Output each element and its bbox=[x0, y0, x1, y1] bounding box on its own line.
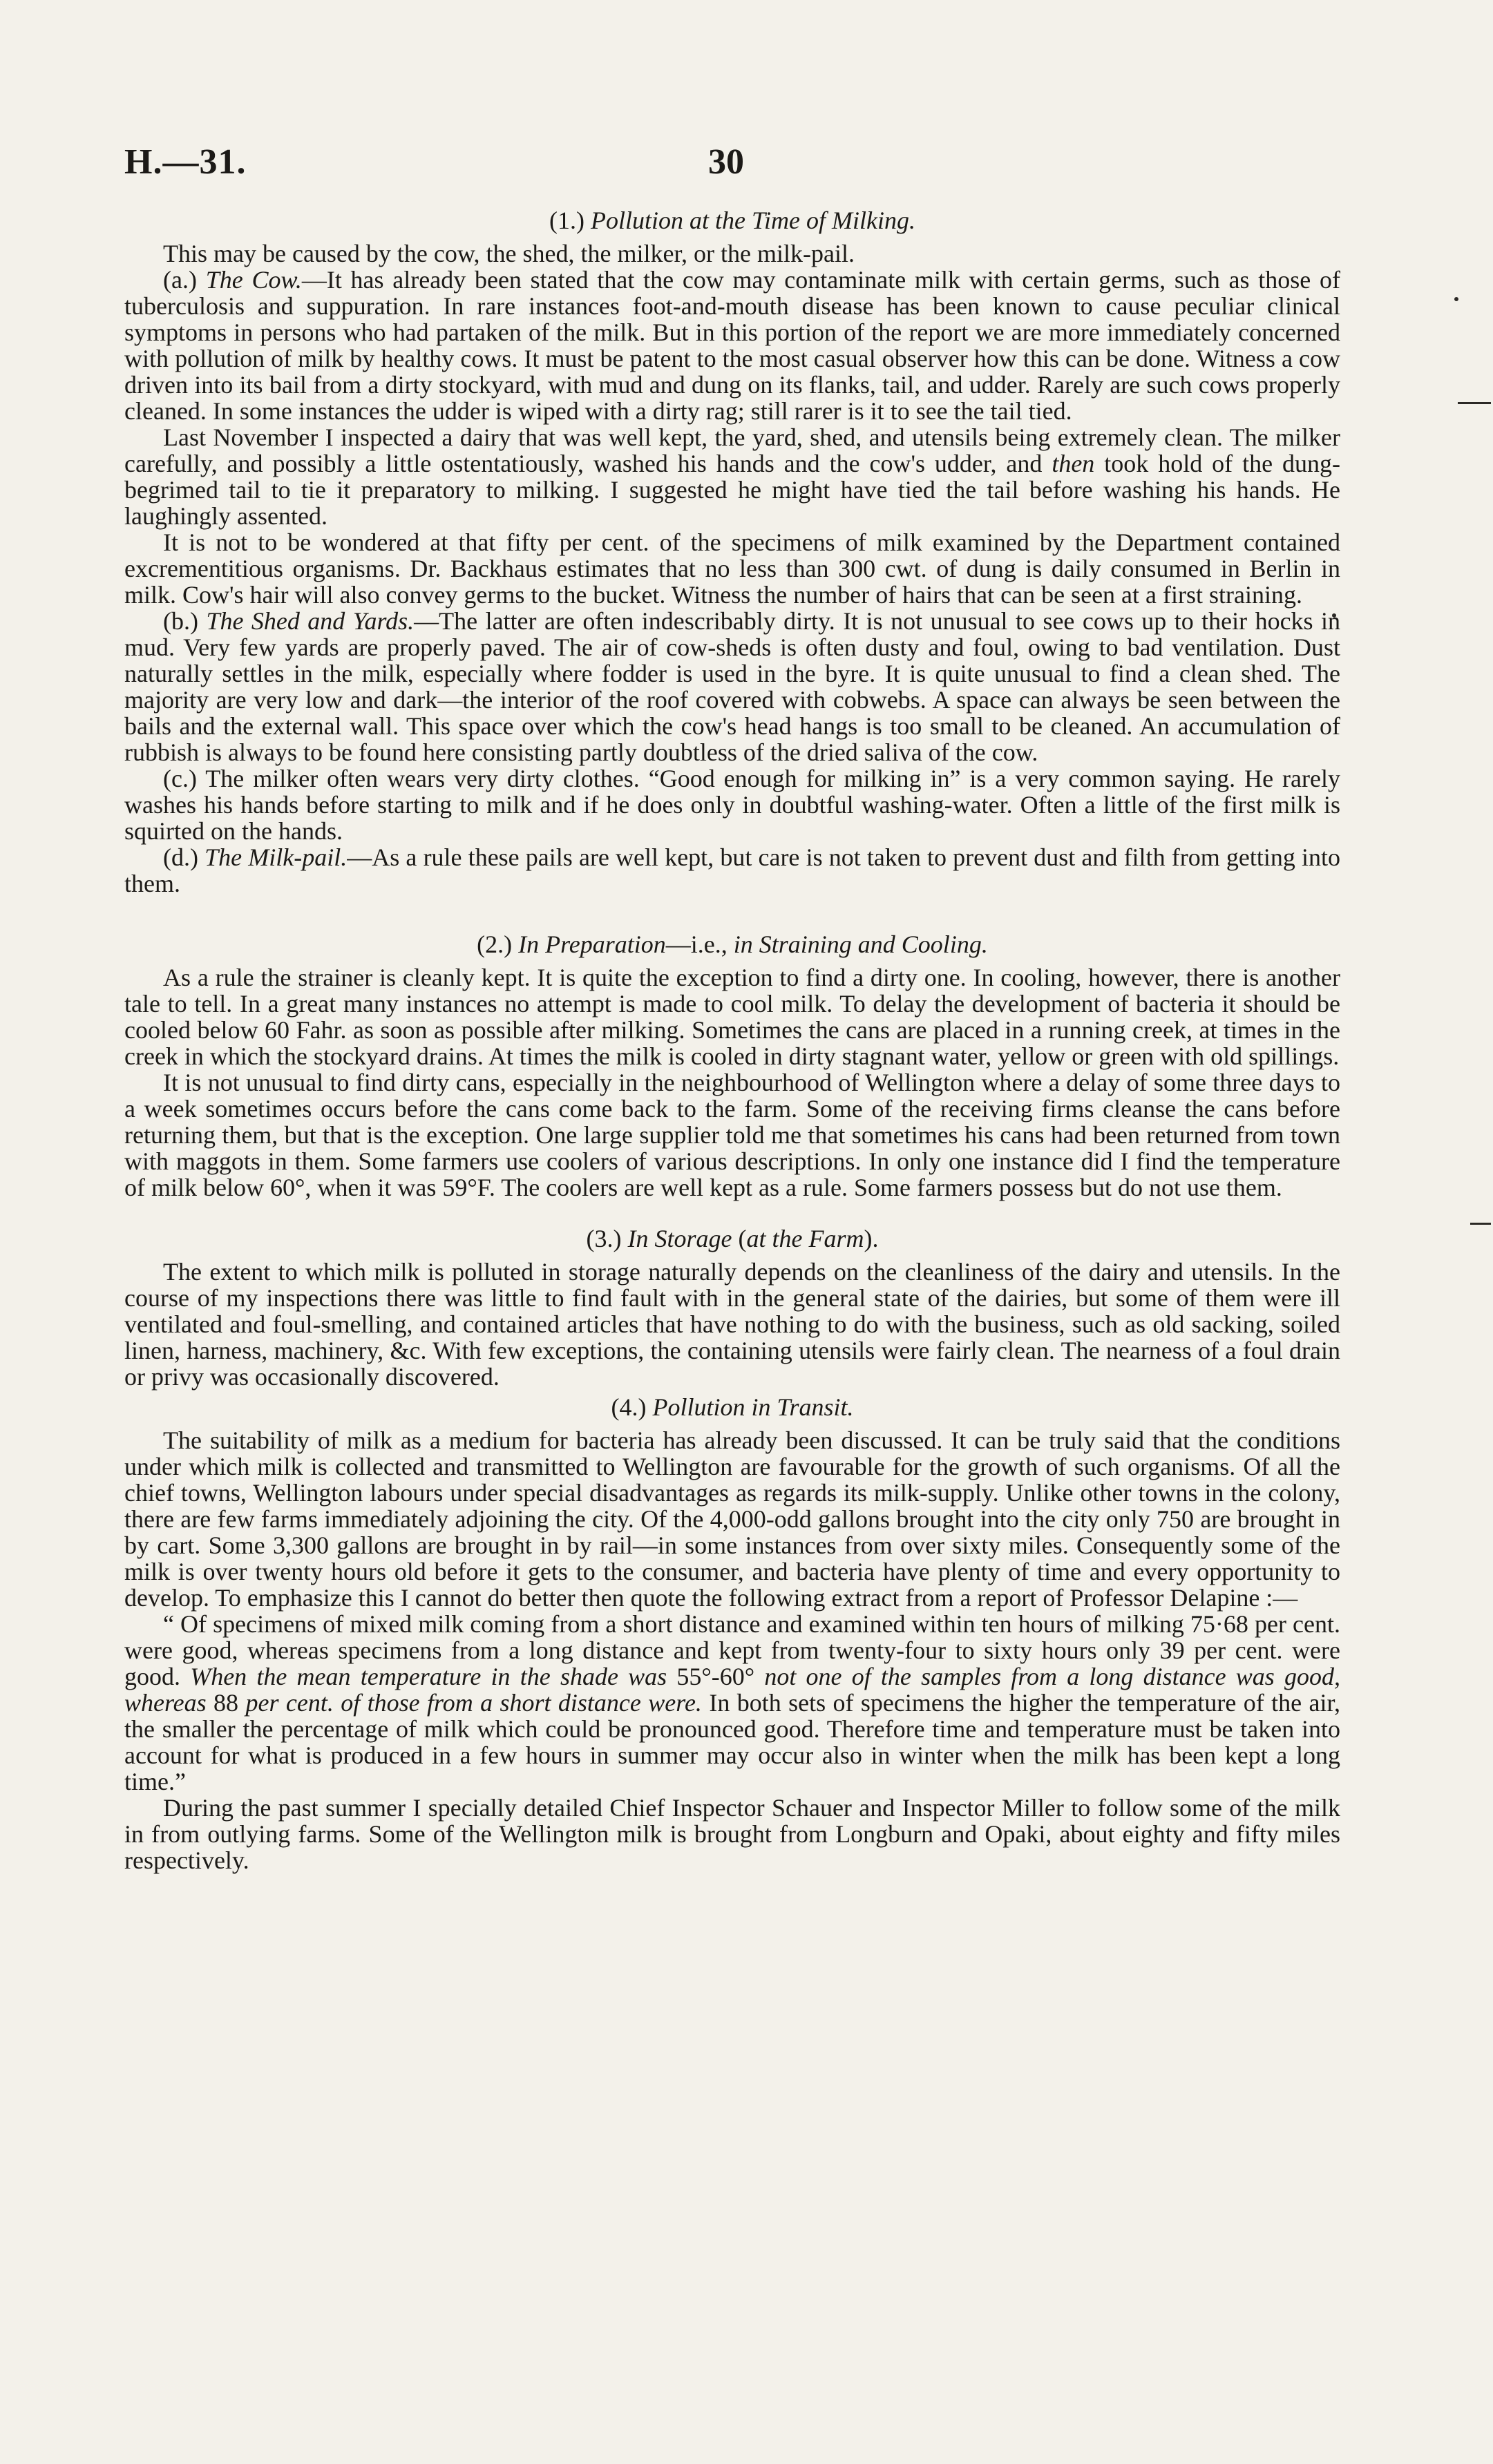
margin-mark bbox=[1458, 402, 1491, 404]
page-number: 30 bbox=[708, 142, 744, 182]
document-body bbox=[124, 207, 1340, 1873]
paragraph: It is not unusual to find dirty cans, especially in the neighbourhood of Wellington where a delay of some three days to a week sometimes occurs before the cans come back to the farm. Some of the receiving firms cleanse the cans before returning them, but that is the exception. One large supplier told me that sometimes his cans had been returned from town with maggots in them. Some farmers use coolers of various descriptions. In only one instance did I find the temperature of milk below 60°, when it was 59°F. The coolers are well kept as a rule. Some farmers possess but do not use them. bbox=[124, 1069, 1340, 1201]
section-heading: (4.) Pollution in Transit. bbox=[611, 1393, 854, 1421]
paragraph: Last November I inspected a dairy that was well kept, the yard, shed, and utensils being extremely clean. The milker carefully, and possibly a little ostentatiously, washed his hands and the cow's udder, and then took hold of the dung-begrimed tail to tie it preparatory to milking. I suggested he might have tied the tail before washing his hands. He laughingly assented. bbox=[124, 423, 1340, 530]
quotation bbox=[124, 1611, 1340, 1795]
paragraph: This may be caused by the cow, the shed, the milker, or the milk-pail. bbox=[163, 240, 855, 267]
paragraph: During the past summer I specially detailed Chief Inspector Schauer and Inspector Miller to follow some of the milk in from outlying farms. Some of the Wellington milk is brought from Longburn and Opaki, about eighty and fifty miles respectively. bbox=[124, 1794, 1340, 1874]
paragraph: (b.) The Shed and Yards.—The latter are often indescribably dirty. It is not unusual to see cows up to their hocks in mud. Very few yards are properly paved. The air of cow-sheds is often dusty and foul, owing to bad ventilation. Dust naturally settles in the milk, especially where fodder is used in the byre. It is quite unusual to find a clean shed. The majority are very low and dark—the interior of the roof covered with cobwebs. A space can always be seen between the bails and the external wall. This space over which the cow's head hangs is too small to be cleaned. An accumulation of rubbish is always to be found here consisting partly doubtless of the dried saliva of the cow. bbox=[124, 607, 1341, 766]
section-heading: (1.) Pollution at the Time of Milking. bbox=[549, 207, 915, 234]
section-heading: (3.) In Storage (at the Farm). bbox=[586, 1225, 879, 1252]
quote-paragraph: “ Of specimens of mixed milk coming from a short distance and examined within ten hours of milking 75·68 per cent. were good, whereas specimens from a long distance and kept from twenty-four to sixty hours only 39 per cent. were good. When the mean temperature in the shade was 55°-60° not one of the samples from a long distance was good, whereas 88 per cent. of those from a short distance were. In both sets of specimens the higher the temperature of the air, the smaller the percentage of milk which could be pronounced good. Therefore time and temperature must be taken into account for what is produced in a few hours in summer may occur also in winter when the milk has been kept a long time.” bbox=[124, 1610, 1341, 1795]
paragraph: It is not to be wondered at that fifty per cent. of the specimens of milk examined by the Department contained excrementitious organisms. Dr. Backhaus estimates that no less than 300 cwt. of dung is daily consumed in Berlin in milk. Cow's hair will also convey germs to the bucket. Witness the number of hairs that can be seen at a first straining. bbox=[124, 528, 1340, 609]
paragraph: The suitability of milk as a medium for bacteria has already been discussed. It can be truly said that the conditions under which milk is collected and transmitted to Wellington are favourable for the growth of such organisms. Of all the chief towns, Wellington labours under special disadvantages as regards its milk-supply. Unlike other towns in the colony, there are few farms immediately adjoining the city. Of the 4,000-odd gallons brought into the city only 750 are brought in by cart. Some 3,300 gallons are brought in by rail—in some instances from over sixty miles. Consequently some of the milk is over twenty hours old before it gets to the consumer, and bacteria have plenty of time and every opportunity to develop. To emphasize this I cannot do better then quote the following extract from a report of Professor Delapine :— bbox=[124, 1426, 1340, 1612]
document-reference: H.—31. bbox=[124, 142, 247, 182]
page-header bbox=[124, 142, 1340, 190]
margin-dot bbox=[1454, 297, 1458, 301]
section-heading: (2.) In Preparation—i.e., in Straining and Cooling. bbox=[477, 930, 988, 958]
paragraph: As a rule the strainer is cleanly kept. It is quite the exception to find a dirty one. In cooling, however, there is another tale to tell. In a great many instances no attempt is made to cool milk. To delay the development of bacteria it should be cooled below 60 Fahr. as soon as possible after milking. Sometimes the cans are placed in a running creek, at times in the creek in which the stockyard drains. At times the milk is cooled in dirty stagnant water, yellow or green with old spillings. bbox=[124, 964, 1340, 1070]
paragraph: The extent to which milk is polluted in storage naturally depends on the cleanliness of the dairy and utensils. In the course of my inspections there was little to find fault with in the general state of the dairies, but some of them were ill ventilated and foul-smelling, and contained articles that have nothing to do with the business, such as old sacking, soiled linen, harness, machinery, &c. With few exceptions, the containing utensils were fairly clean. The nearness of a foul drain or privy was occasionally discovered. bbox=[124, 1258, 1340, 1391]
margin-mark bbox=[1470, 1223, 1491, 1225]
paragraph: (a.) The Cow.—It has already been stated that the cow may contaminate milk with certain germs, such as those of tuberculosis and suppuration. In rare instances foot-and-mouth disease has been known to cause peculiar clinical symptoms in persons who had partaken of the milk. But in this portion of the report we are more immediately concerned with pollution of milk by healthy cows. It must be patent to the most casual observer how this can be done. Witness a cow driven into its bail from a dirty stockyard, with mud and dung on its flanks, tail, and udder. Rarely are such cows properly cleaned. In some instances the udder is wiped with a dirty rag; still rarer is it to see the tail tied. bbox=[124, 266, 1341, 425]
paragraph: (d.) The Milk-pail.—As a rule these pails are well kept, but care is not taken to prevent dust and filth from getting into them. bbox=[124, 843, 1340, 897]
paragraph: (c.) The milker often wears very dirty clothes. “Good enough for milking in” is a very common saying. He rarely washes his hands before starting to milk and if he does only in doubtful washing-water. Often a little of the first milk is squirted on the hands. bbox=[124, 765, 1340, 845]
